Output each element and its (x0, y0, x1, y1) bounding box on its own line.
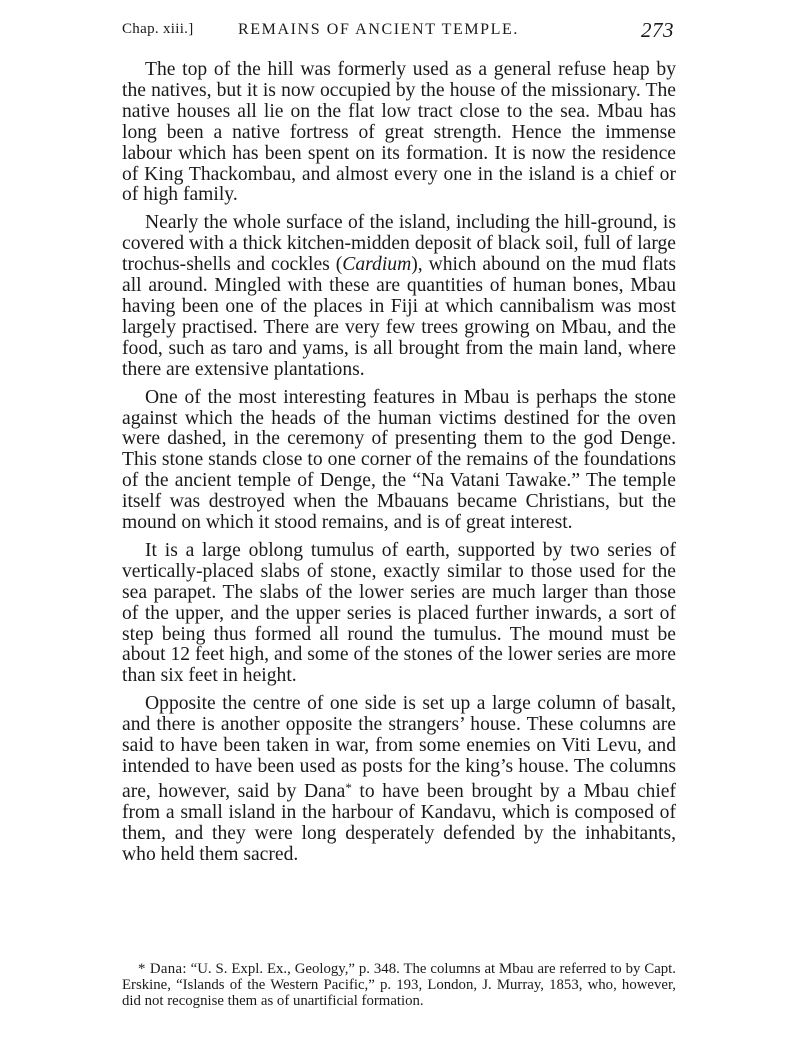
paragraph-2-text-b: ), which abound on the mud flats all around. Mingled with these are quantities of human bones, Mbau having been one of the places in Fiji at which cannibalism was most largely practised. There are very few trees growing on Mbau, and the food, such as taro and yams, is all brought from the main land, where there are extensive plantations. (122, 254, 676, 380)
footnote-label: * Dana: (138, 961, 187, 977)
paragraph-4: It is a large oblong tumulus of earth, supported by two series of vertically-placed slabs of stone, exactly similar to those used for the sea parapet. The slabs of the lower series are much larger than those of the upper, and the upper series is placed further inwards, a sort of step being thus formed all round the tumulus. The mound must be about 12 feet high, and some of the stones of the lower series are more than six feet in height. (122, 539, 676, 687)
paragraph-5-text-b: to have been brought by a Mbau chief from a small island in the harbour of Kandavu, which is composed of them, and they were long desperately defended by the inhabitants, who held them sacred. (122, 780, 676, 865)
footnote (122, 961, 676, 1010)
running-title: REMAINS OF ANCIENT TEMPLE. (238, 21, 520, 38)
body-text (122, 60, 676, 873)
footnote-marker: * (345, 779, 352, 795)
paragraph-5-text-a: Opposite the centre of one side is set up a large column of basalt, and there is another opposite the strangers’ house. These columns are said to have been taken in war, from some enemies on Viti Levu, and intended to have been used as posts for the king’s house. The columns are, however, said by Dana (122, 693, 676, 802)
page-number: 273 (641, 18, 674, 42)
paragraph-5 (122, 694, 676, 865)
paragraph-2-text-a: Nearly the whole surface of the island, including the hill-ground, is covered with a thick kitchen-midden deposit of black soil, full of large trochus-shells and cockles ( (122, 212, 676, 276)
footnote-text: “U. S. Expl. Ex., Geology,” p. 348. The columns at Mbau are referred to by Capt. Erskine, “Islands of the Western Pacific,” p. 193, London, J. Murray, 1853, who, however, did not recognise them as of unartificial formation. (122, 961, 676, 1010)
chapter-label: Chap. xiii.] (122, 21, 194, 37)
paragraph-2-italic-term: Cardium (342, 254, 412, 276)
paragraph-3: One of the most interesting features in Mbau is perhaps the stone against which the heads of the human victims destined for the oven were dashed, in the ceremony of presenting them to the god Denge. This stone stands close to one corner of the remains of the foundations of the ancient temple of Denge, the “Na Vatani Tawake.” The temple itself was destroyed when the Mbauans became Christians, but the mound on which it stood remains, and is of great interest. (122, 386, 676, 534)
paragraph-1: The top of the hill was formerly used as a general refuse heap by the natives, but it is now occupied by the house of the missionary. The native houses all lie on the flat low tract close to the sea. Mbau has long been a native fortress of great strength. Hence the immense labour which has been spent on its formation. It is now the residence of King Thackombau, and almost every one in the island is a chief or of high family. (122, 59, 676, 206)
paragraph-2 (122, 213, 676, 380)
footnote-paragraph (122, 961, 676, 1010)
running-head (122, 18, 676, 44)
